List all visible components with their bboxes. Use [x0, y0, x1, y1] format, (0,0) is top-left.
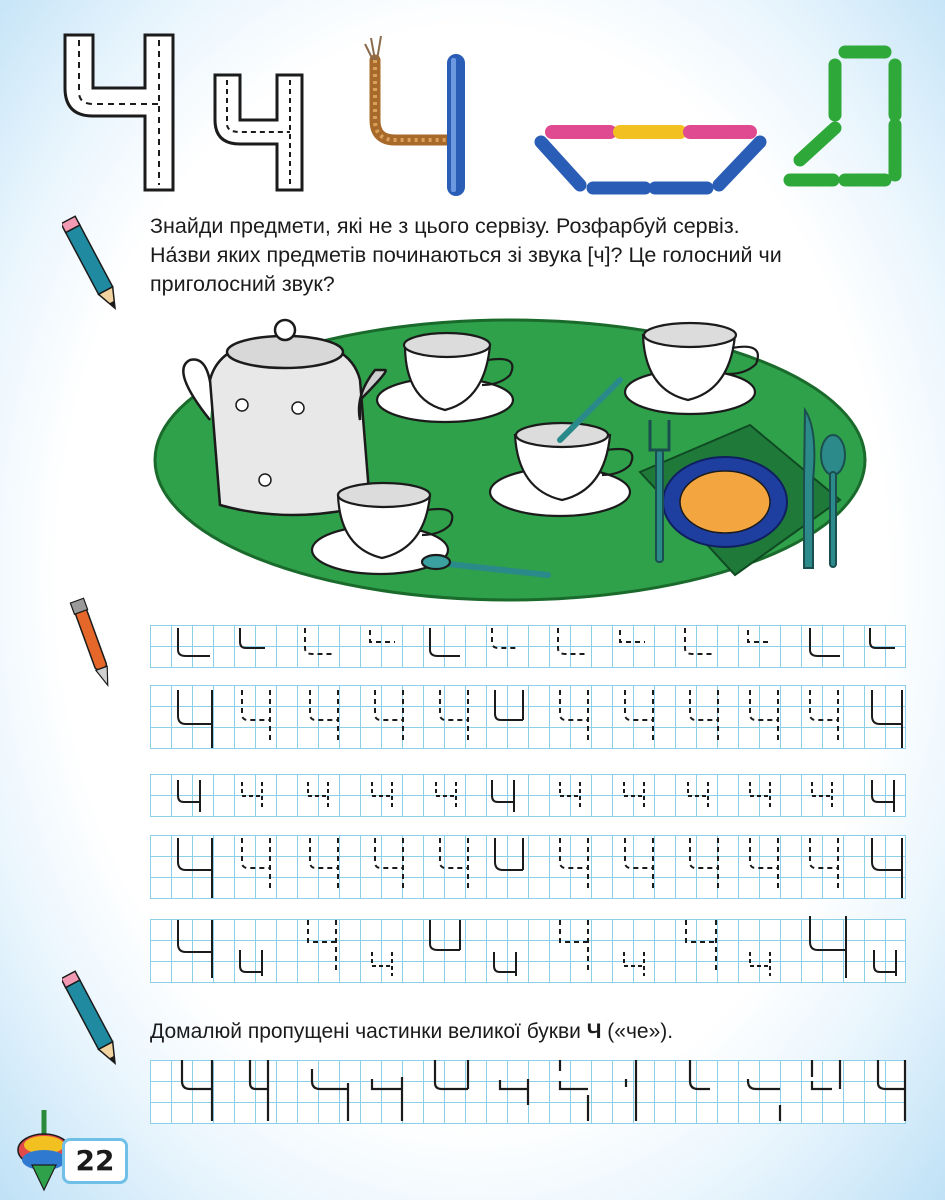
row-3-elements: [178, 780, 894, 812]
row-4-elements: [178, 838, 902, 898]
tracing-letters: [150, 620, 910, 990]
task-2-text-end: («че»).: [601, 1020, 674, 1043]
knife: [804, 410, 814, 568]
rope-letter: [365, 36, 447, 140]
task-instructions: [150, 212, 915, 299]
row-2-elements: [178, 690, 902, 748]
task-line-1: Знайди предмети, які не з цього сервізу. Розфарбуй сервіз.: [150, 214, 740, 238]
pen-icon: [62, 592, 122, 692]
task-line-2: На́зви яких предметів починаються зі звука [ч]? Це голосний чи: [150, 243, 782, 267]
page-number: 22: [62, 1138, 128, 1184]
task-2-instructions: [150, 1020, 673, 1044]
pencil-icon: [62, 210, 122, 320]
partial-letters: [150, 1055, 910, 1130]
task-line-3: приголосний звук?: [150, 272, 335, 296]
green-sticks-shape: [790, 52, 895, 180]
row-1-elements: [178, 628, 895, 656]
letter-header-illustration: [55, 20, 925, 205]
colored-sticks-bowl: [541, 132, 760, 188]
task-2-letter: Ч: [586, 1020, 602, 1043]
uppercase-letter-outline: [65, 35, 173, 190]
pencil-icon: [62, 965, 122, 1075]
row-5-elements: [178, 916, 896, 978]
tea-set-illustration: [150, 300, 880, 610]
task-2-text-start: Домалюй пропущені частинки великої букви: [150, 1020, 587, 1043]
